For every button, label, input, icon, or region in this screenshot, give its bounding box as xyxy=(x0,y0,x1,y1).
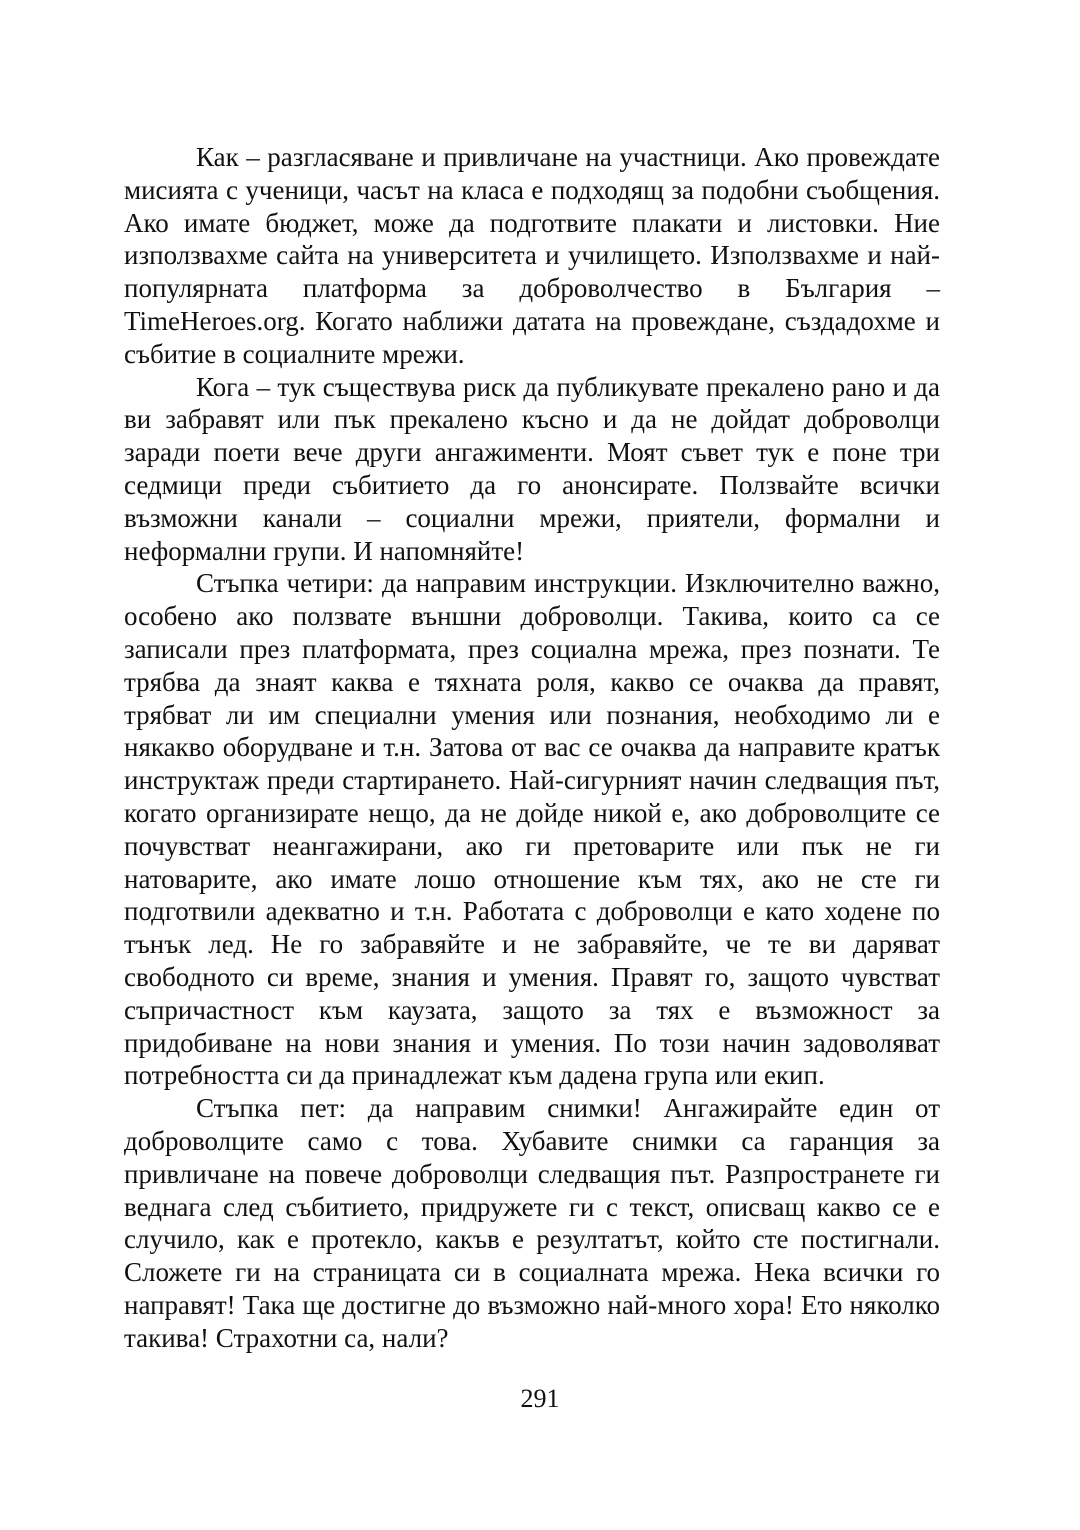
paragraph-step-four: Стъпка четири: да направим инструкции. Изключително важно, особено ако ползвате външни доброволци. Такива, които са се записали през платформата, през социална мрежа, през познати. Те трябва да знаят каква е тяхната роля, какво се очаква да правят, трябват ли им специални умения или познания, необходимо ли е някакво оборудване и т.н. Затова от вас се очаква да направите кратък инструктаж преди стартирането. Най-сигурният начин следващия път, когато организирате нещо, да не дойде никой е, ако доброволците се почувстват неангажирани, ако ги претоварите или пък не ги натоварите, ако имате лошо отношение към тях, ако не сте ги подготвили адекватно и т.н. Работата с доброволци е като ходене по тънък лед. Не го забравяйте и не забравяйте, че те ви даряват свободното си време, знания и умения. Правят го, защото чувстват съпричастност към каузата, защото за тях е възможност за придобиване на нови знания и умения. По този начин задоволяват потребността си да принадлежат към дадена група или екип. xyxy=(124,568,940,1091)
body-text xyxy=(124,141,940,1354)
paragraph-how: Как – разгласяване и привличане на участници. Ако провеждате мисията с ученици, часът на класа е подходящ за подобни съобщения. Ако имате бюджет, може да подготвите плакати и листовки. Ние използвахме сайта на университета и училището. Използвахме и най-популярната платформа за доброволчество в България – TimeHeroes.org. Когато наближи датата на провеждане, създадохме и събитие в социалните мрежи. xyxy=(124,142,940,369)
paragraph-step-five: Стъпка пет: да направим снимки! Ангажирайте един от доброволците само с това. Хубавите снимки са гаранция за привличане на повече доброволци следващия път. Разпространете ги веднага след събитието, придружете ги с текст, описващ какво се е случило, как е протекло, какъв е резултатът, който сте постигнали. Сложете ги на страницата си в социалната мрежа. Нека всички го направят! Така ще достигне до възможно най-много хора! Ето няколко такива! Страхотни са, нали? xyxy=(124,1093,940,1353)
paragraph-when: Кога – тук съществува риск да публикувате прекалено рано и да ви забравят или пък прекалено късно и да не дойдат доброволци заради поети вече други ангажименти. Моят съвет тук е поне три седмици преди събитието да го анонсирате. Ползвайте всички възможни канали – социални мрежи, приятели, формални и неформални групи. И напомняйте! xyxy=(124,371,940,566)
page-number: 291 xyxy=(520,1384,560,1413)
